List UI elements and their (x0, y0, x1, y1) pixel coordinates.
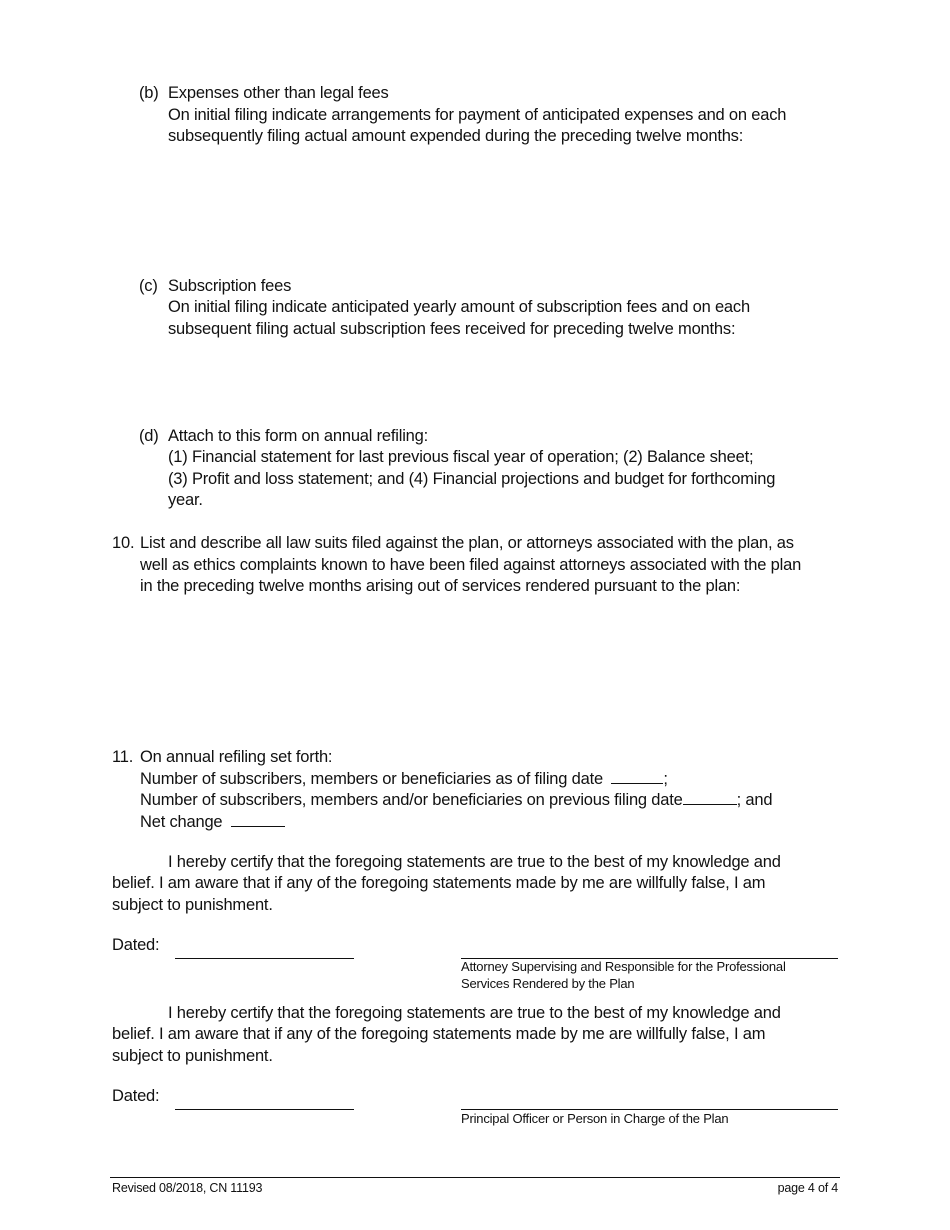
cert1-line3: subject to punishment. (112, 896, 273, 914)
item-10-line3: in the preceding twelve months arising out of services rendered pursuant to the plan: (140, 577, 741, 595)
subscribers-current-row (140, 769, 668, 791)
item-10-line1: List and describe all law suits filed against the plan, or attorneys associated with the plan, as (140, 534, 794, 552)
footer-rule (110, 1177, 840, 1178)
item-b-line1: On initial filing indicate arrangements for payment of anticipated expenses and on each (168, 106, 787, 124)
subscribers-previous-row (140, 790, 772, 812)
cert1-date-line[interactable] (175, 958, 354, 959)
cert1-dated-label: Dated: (112, 936, 160, 954)
item-c-line2: subsequent filing actual subscription fees received for preceding twelve months: (168, 320, 736, 338)
item-d-marker: (d) (139, 427, 159, 445)
attorney-signature-caption-line1: Attorney Supervising and Responsible for the Professional (461, 959, 786, 974)
cert1-line2: belief. I am aware that if any of the foregoing statements made by me are willfully false, I am (112, 874, 766, 892)
subscribers-previous-end: ; and (736, 791, 773, 809)
subscribers-current-end: ; (663, 770, 668, 788)
attorney-signature-caption-line2: Services Rendered by the Plan (461, 976, 635, 991)
item-10-marker: 10. (112, 534, 135, 552)
subscribers-previous-blank[interactable] (683, 790, 737, 805)
item-c-marker: (c) (139, 277, 158, 295)
footer-page-number: page 4 of 4 (777, 1181, 838, 1195)
item-b-marker: (b) (139, 84, 159, 102)
cert2-date-line[interactable] (175, 1109, 354, 1110)
item-d-line3: year. (168, 491, 203, 509)
net-change-blank[interactable] (231, 812, 285, 827)
subscribers-current-label: Number of subscribers, members or beneficiaries as of filing date (140, 770, 603, 788)
item-10-line2: well as ethics complaints known to have been filed against attorneys associated with the plan (140, 556, 802, 574)
item-b-line2: subsequently filing actual amount expended during the preceding twelve months: (168, 127, 744, 145)
item-11-marker: 11. (112, 748, 134, 766)
footer-revision: Revised 08/2018, CN 11193 (112, 1181, 263, 1195)
item-d-title: Attach to this form on annual refiling: (168, 427, 429, 445)
cert1-line1: I hereby certify that the foregoing statements are true to the best of my knowledge and (168, 853, 781, 871)
subscribers-previous-label: Number of subscribers, members and/or beneficiaries on previous filing date (140, 791, 683, 809)
item-11-line1: On annual refiling set forth: (140, 748, 333, 766)
cert2-line3: subject to punishment. (112, 1047, 273, 1065)
item-d-line1: (1) Financial statement for last previous fiscal year of operation; (2) Balance sheet; (168, 448, 754, 466)
cert2-line2: belief. I am aware that if any of the foregoing statements made by me are willfully false, I am (112, 1025, 766, 1043)
subscribers-current-blank[interactable] (611, 769, 663, 784)
cert2-dated-label: Dated: (112, 1087, 160, 1105)
cert2-line1: I hereby certify that the foregoing statements are true to the best of my knowledge and (168, 1004, 781, 1022)
item-b-title: Expenses other than legal fees (168, 84, 389, 102)
item-c-line1: On initial filing indicate anticipated yearly amount of subscription fees and on each (168, 298, 750, 316)
officer-signature-caption: Principal Officer or Person in Charge of the Plan (461, 1111, 729, 1126)
net-change-row (140, 812, 285, 834)
net-change-label: Net change (140, 813, 223, 831)
item-d-line2: (3) Profit and loss statement; and (4) Financial projections and budget for forthcoming (168, 470, 776, 488)
item-c-title: Subscription fees (168, 277, 292, 295)
